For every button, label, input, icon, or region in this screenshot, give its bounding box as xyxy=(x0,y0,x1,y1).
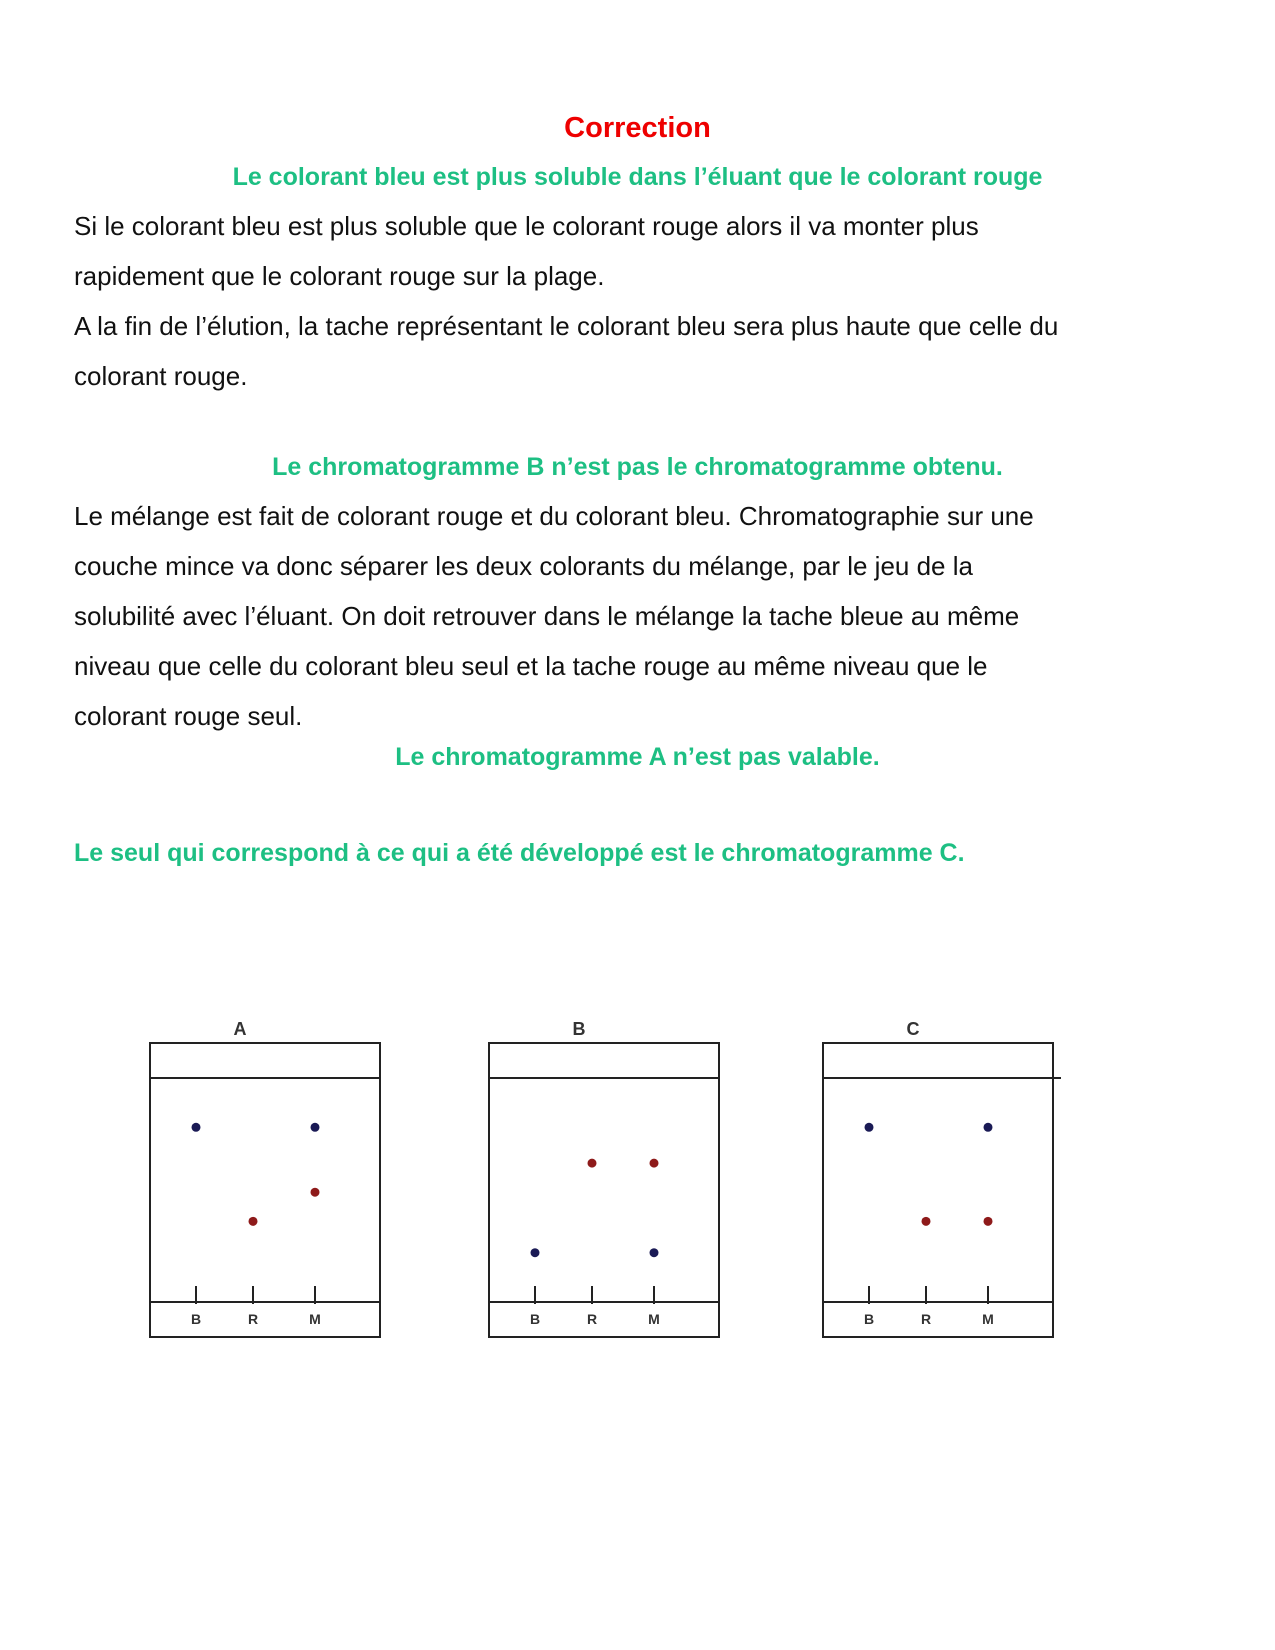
blue-spot xyxy=(192,1123,201,1132)
red-spot xyxy=(249,1217,258,1226)
plate-label: A xyxy=(233,1019,247,1039)
red-spot xyxy=(650,1159,659,1168)
section1-heading: Le colorant bleu est plus soluble dans l’éluant que le colorant rouge xyxy=(232,163,1043,191)
column-label: M xyxy=(309,1311,321,1327)
section1-line: colorant rouge. xyxy=(74,361,248,391)
plate-outline xyxy=(150,1043,380,1337)
chromatograms-figure xyxy=(96,1015,1146,1455)
column-label: R xyxy=(920,1311,932,1327)
column-label: R xyxy=(247,1311,259,1327)
column-label: B xyxy=(190,1311,202,1327)
section2-paragraph xyxy=(74,491,1214,741)
column-label: R xyxy=(586,1311,598,1327)
section1-line: A la fin de l’élution, la tache représentant le colorant bleu sera plus haute que celle du xyxy=(74,311,1059,341)
conclusion: Le seul qui correspond à ce qui a été développé est le chromatogramme C. xyxy=(74,839,965,867)
section2-line: couche mince va donc séparer les deux colorants du mélange, par le jeu de la xyxy=(74,551,973,581)
section2-line: colorant rouge seul. xyxy=(74,701,303,731)
blue-spot xyxy=(865,1123,874,1132)
blue-spot xyxy=(650,1248,659,1257)
plate-outline xyxy=(489,1043,719,1337)
section1-paragraph xyxy=(74,201,1214,401)
section2-heading: Le chromatogramme B n’est pas le chromatogramme obtenu. xyxy=(272,453,1003,481)
section3-heading: Le chromatogramme A n’est pas valable. xyxy=(395,743,880,771)
page-title: Correction xyxy=(564,112,711,144)
column-label: B xyxy=(863,1311,875,1327)
column-label: M xyxy=(648,1311,660,1327)
column-label: B xyxy=(529,1311,541,1327)
red-spot xyxy=(984,1217,993,1226)
column-label: M xyxy=(982,1311,994,1327)
plate-label: C xyxy=(906,1019,920,1039)
red-spot xyxy=(311,1188,320,1197)
blue-spot xyxy=(984,1123,993,1132)
section1-line: rapidement que le colorant rouge sur la plage. xyxy=(74,261,605,291)
section2-line: solubilité avec l’éluant. On doit retrouver dans le mélange la tache bleue au même xyxy=(74,601,1020,631)
red-spot xyxy=(922,1217,931,1226)
red-spot xyxy=(588,1159,597,1168)
blue-spot xyxy=(531,1248,540,1257)
plate-outline xyxy=(823,1043,1053,1337)
section2-line: Le mélange est fait de colorant rouge et du colorant bleu. Chromatographie sur une xyxy=(74,501,1034,531)
blue-spot xyxy=(311,1123,320,1132)
plate-label: B xyxy=(572,1019,586,1039)
section1-line: Si le colorant bleu est plus soluble que le colorant rouge alors il va monter plus xyxy=(74,211,979,241)
section2-line: niveau que celle du colorant bleu seul et la tache rouge au même niveau que le xyxy=(74,651,988,681)
